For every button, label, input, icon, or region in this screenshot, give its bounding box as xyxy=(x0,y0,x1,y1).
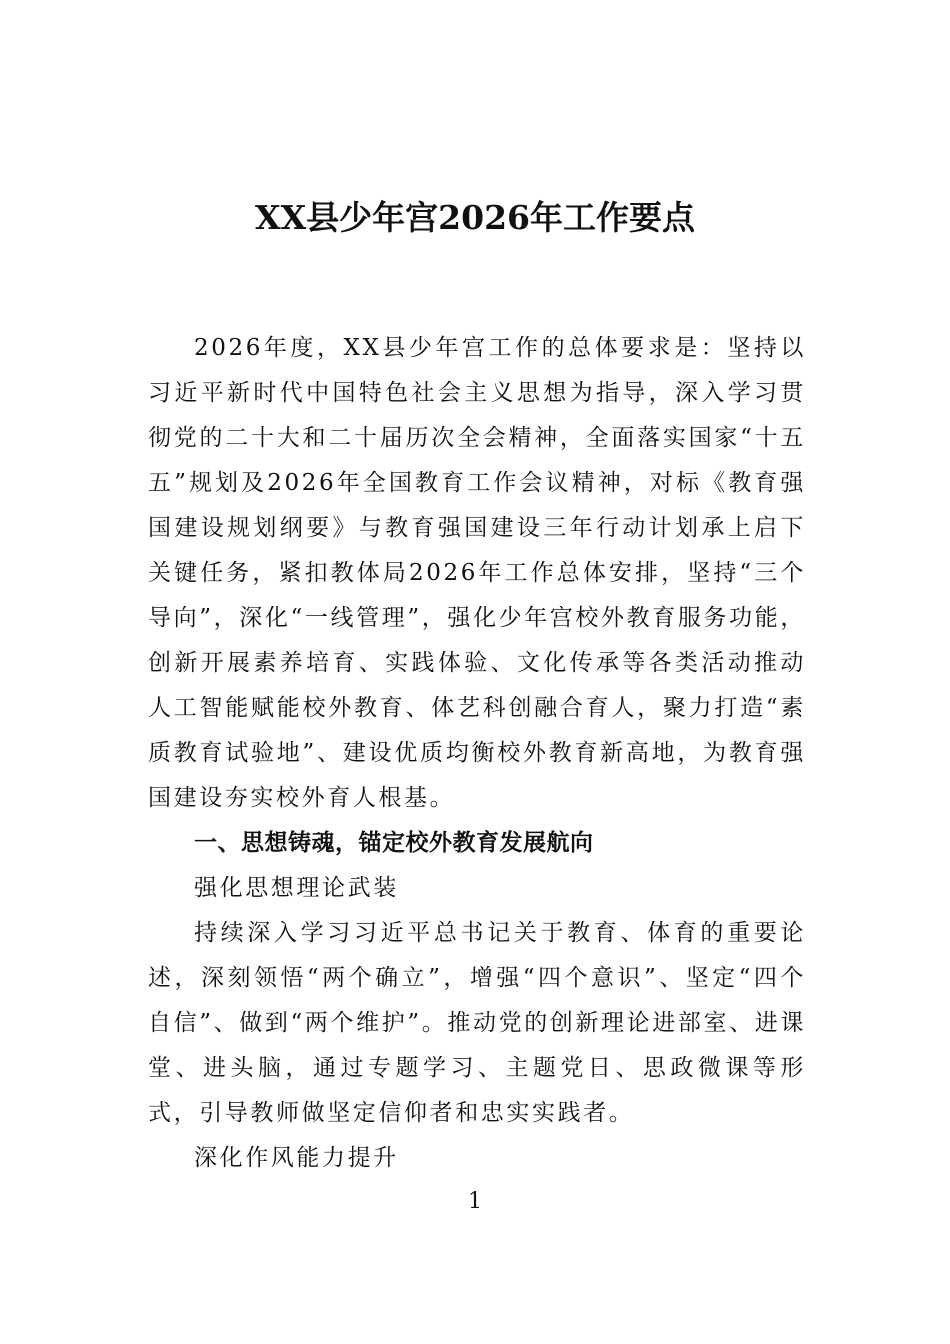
section-heading: 一、思想铸魂，锚定校外教育发展航向 xyxy=(194,830,594,856)
intro-paragraph: 2026年度，XX县少年宫工作的总体要求是：坚持以习近平新时代中国特色社会主义思想为指导，深入学习贯彻党的二十大和二十届历次全会精神，全面落实国家“十五五”规划及2026年全国教育工作会议精神，对标《教育强国建设规划纲要》与教育强国建设三年行动计划承上启下关键任务，紧扣教体局2026年工作总体安排，坚持“三个导向”，深化“一线管理”，强化少年宫校外教育服务功能，创新开展素养培育、实践体验、文化传承等各类活动推动人工智能赋能校外教育、体艺科创融合育人，聚力打造“素质教育试验地”、建设优质均衡校外教育新高地，为教育强国建设夯实校外育人根基。 xyxy=(148,335,806,811)
subsection-heading: 深化作风能力提升 xyxy=(194,1145,399,1171)
page-number: 1 xyxy=(468,1189,482,1214)
document-body xyxy=(148,326,806,1181)
body-paragraph: 持续深入学习习近平总书记关于教育、体育的重要论述，深刻领悟“两个确立”，增强“四个意识”、坚定“四个自信”、做到“两个维护”。推动党的创新理论进部室、进课堂、进头脑，通过专题学习、主题党日、思政微课等形式，引导教师做坚定信仰者和忠实实践者。 xyxy=(148,920,806,1126)
document-title: XX县少年宫2026年工作要点 xyxy=(254,198,696,237)
subsection-heading: 强化思想理论武装 xyxy=(194,875,399,901)
